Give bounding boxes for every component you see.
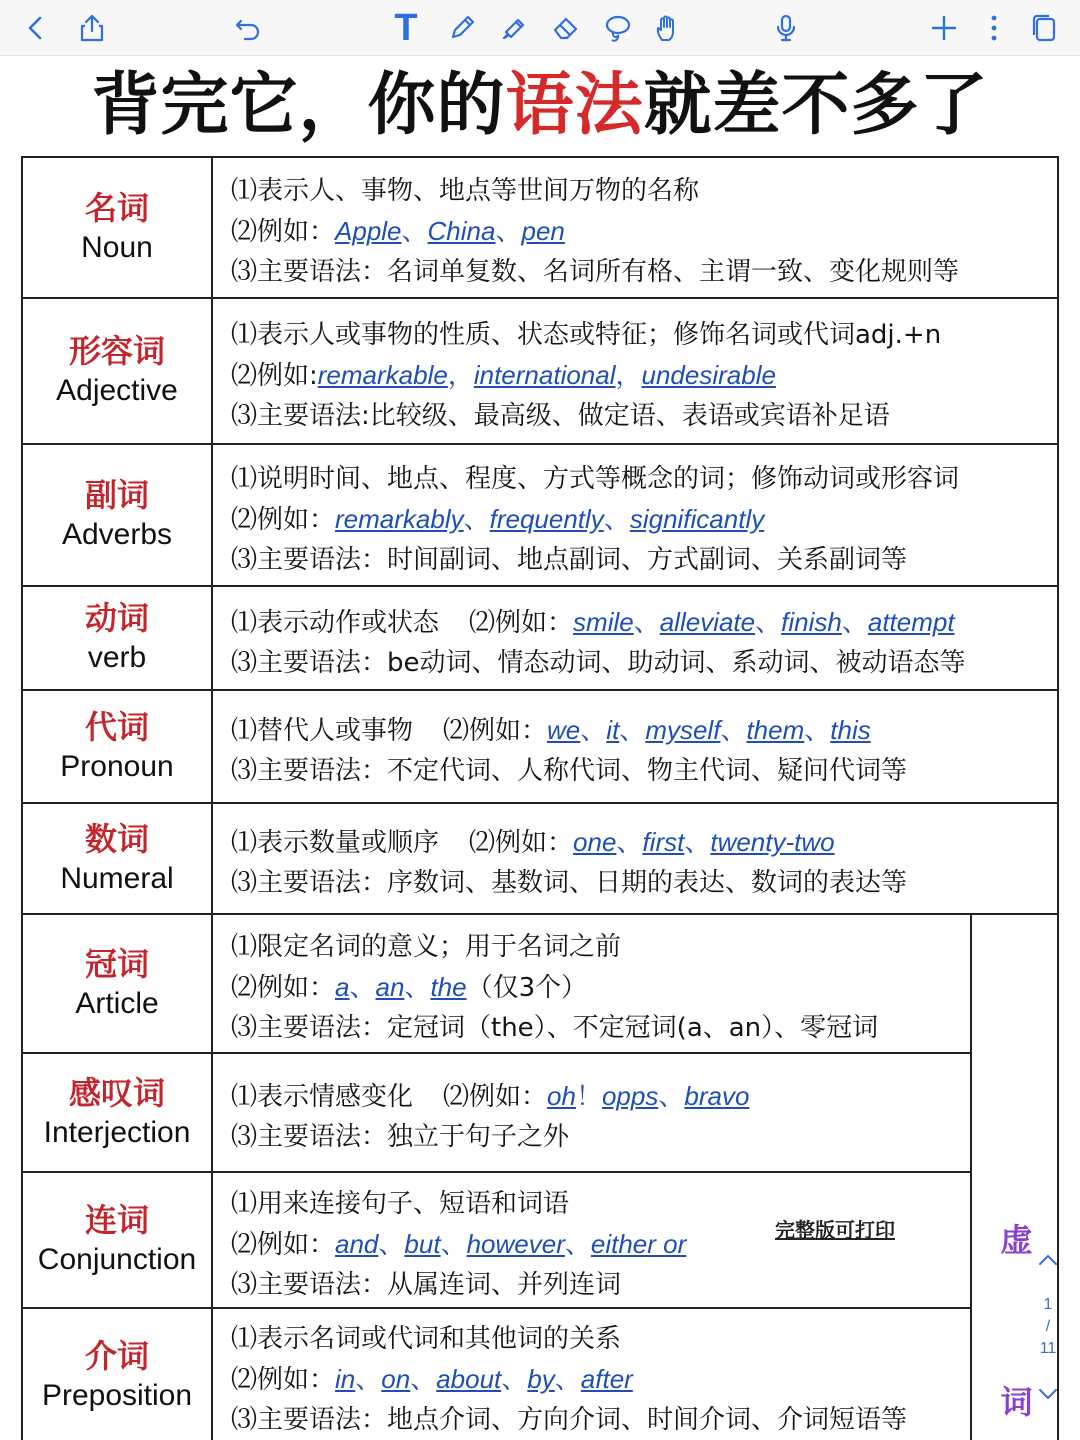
- description-cell: [213, 299, 1057, 443]
- example-word: international: [473, 359, 616, 390]
- table-row: [23, 691, 1057, 804]
- pages-icon[interactable]: [1022, 6, 1066, 50]
- top-toolbar: [0, 0, 1080, 56]
- word-class-cell: [23, 1309, 213, 1440]
- text-tool-icon[interactable]: [384, 6, 428, 50]
- line-text: ⑶主要语法：定冠词（the）、不定冠词(a、an）、零冠词: [231, 1013, 879, 1043]
- example-separator: ，: [615, 360, 642, 391]
- example-word: bravo: [684, 1081, 750, 1111]
- line-text: ⑴表示情感变化: [231, 1082, 414, 1112]
- line-text: ⑶主要语法：序数词、基数词、日期的表达、数词的表达等: [231, 868, 908, 898]
- line-text: ⑶主要语法：时间副词、地点副词、方式副词、关系副词等: [231, 544, 908, 575]
- example-separator: 、: [349, 973, 376, 1003]
- word-class-cell: [23, 299, 213, 443]
- word-class-cn: 介词: [84, 1336, 149, 1375]
- description-line: [231, 499, 1057, 540]
- example-word: one: [573, 827, 617, 857]
- example-word: about: [436, 1364, 502, 1394]
- line-text: ⑴表示数量或顺序: [231, 828, 440, 858]
- title-highlight: 语法: [505, 66, 644, 145]
- word-class-cn: 连词: [84, 1201, 149, 1239]
- line-text: ⑶主要语法：从属连词、并列连词: [231, 1269, 622, 1300]
- word-class-en: Preposition: [41, 1378, 193, 1412]
- description-line: [231, 967, 970, 1008]
- word-class-en: Article: [75, 986, 159, 1020]
- line-text: ⑶主要语法：独立于句子之外: [231, 1122, 570, 1152]
- example-word: opps: [601, 1081, 659, 1111]
- example-separator: 、: [355, 1365, 382, 1395]
- description-line: [231, 1359, 970, 1400]
- example-word: the: [430, 972, 467, 1002]
- example-separator: 、: [410, 1365, 437, 1395]
- description-cell: [213, 1054, 970, 1171]
- line-text: ⑴限定名词的意义；用于名词之前: [231, 932, 622, 962]
- line-text: ⑵例如：: [231, 504, 336, 535]
- description-cell: [213, 1309, 970, 1440]
- page-up-icon[interactable]: [1036, 1250, 1060, 1270]
- example-word: oh: [547, 1081, 576, 1111]
- description-cell: [213, 587, 1057, 689]
- word-class-cell: [23, 1173, 213, 1307]
- example-word: smile: [573, 606, 634, 637]
- description-line: [231, 643, 1057, 683]
- example-label: ⑵例如：: [469, 607, 574, 638]
- table-row: [23, 1054, 970, 1173]
- word-class-cn: 名词: [84, 188, 149, 227]
- word-class-cn: 形容词: [68, 332, 165, 370]
- description-line: [231, 1400, 970, 1440]
- example-word: frequently: [489, 503, 604, 534]
- example-word: pen: [521, 216, 565, 246]
- word-class-en: Adverbs: [61, 518, 173, 551]
- line-text: ⑵例如：: [231, 973, 336, 1003]
- line-text: ⑴表示人、事物、地点等世间万物的名称: [231, 176, 700, 206]
- description-line: [231, 863, 1057, 903]
- description-line: [231, 927, 970, 967]
- printable-stamp: 完整版可打印: [775, 1218, 895, 1242]
- line-text: ⑵例如：: [231, 217, 336, 247]
- description-line: [231, 1076, 970, 1117]
- example-separator: 、: [755, 607, 782, 638]
- word-class-cell: [23, 915, 213, 1052]
- example-word: a: [335, 972, 350, 1002]
- description-line: [231, 355, 1057, 396]
- microphone-icon[interactable]: [764, 6, 808, 50]
- example-separator: 、: [404, 973, 431, 1003]
- word-class-en: verb: [87, 641, 147, 674]
- example-separator: 、: [554, 1365, 581, 1395]
- line-text: ⑶主要语法：不定代词、人称代词、物主代词、疑问代词等: [231, 756, 908, 786]
- title-before: 背完它，你的: [91, 66, 506, 145]
- description-line: [231, 459, 1057, 499]
- example-word: significantly: [629, 503, 765, 534]
- word-class-en: Pronoun: [60, 749, 174, 783]
- description-line: [231, 1117, 970, 1157]
- table-row: [23, 299, 1057, 445]
- example-word: and: [335, 1228, 379, 1259]
- word-class-cn: 冠词: [84, 944, 149, 983]
- line-text: ⑴表示动作或状态: [231, 607, 440, 638]
- description-line: [231, 1319, 970, 1359]
- description-line: [231, 751, 1057, 791]
- example-word: either or: [590, 1228, 687, 1259]
- description-line: [231, 540, 1057, 580]
- example-word: after: [580, 1364, 633, 1394]
- example-separator: 、: [658, 1082, 685, 1112]
- undo-icon[interactable]: [226, 6, 270, 50]
- word-class-cn: 感叹词: [68, 1073, 165, 1112]
- example-separator: 、: [603, 504, 630, 535]
- table-row: [23, 445, 1057, 587]
- example-word: Apple: [335, 216, 402, 246]
- word-class-cn: 动词: [84, 599, 149, 637]
- example-separator: 、: [401, 217, 428, 247]
- example-word: first: [642, 827, 685, 857]
- description-cell: [213, 915, 970, 1052]
- word-class-en: Interjection: [43, 1115, 191, 1149]
- line-text: ⑵例如：: [231, 1365, 336, 1395]
- example-separator: 、: [564, 1229, 591, 1260]
- word-class-cell: [23, 1054, 213, 1171]
- page-title: [0, 58, 1080, 154]
- description-cell: [213, 691, 1057, 802]
- function-word-char-1: 虚: [1000, 1221, 1033, 1259]
- more-icon[interactable]: [972, 6, 1016, 50]
- word-class-cn: 数词: [84, 819, 149, 858]
- example-word: this: [830, 715, 871, 745]
- pen-tool-icon[interactable]: [440, 6, 484, 50]
- example-separator: 、: [616, 828, 643, 858]
- page-divider: /: [1045, 1318, 1051, 1335]
- word-class-en: Adjective: [56, 374, 178, 407]
- description-line: [231, 602, 1057, 643]
- line-text: ⑶主要语法：地点介词、方向介词、时间介词、介词短语等: [231, 1405, 908, 1435]
- example-separator: 、: [619, 716, 646, 746]
- word-class-en: Numeral: [60, 861, 174, 895]
- description-line: [231, 396, 1057, 436]
- table-row: [23, 804, 1057, 915]
- example-word: it: [606, 715, 620, 745]
- example-label: ⑵例如：: [469, 828, 574, 858]
- description-line: [231, 822, 1057, 863]
- description-line: [231, 1265, 970, 1305]
- page-down-icon[interactable]: [1036, 1384, 1060, 1404]
- line-text: ⑴用来连接句子、短语和词语: [231, 1188, 570, 1219]
- line-suffix: （仅3个）: [466, 973, 588, 1003]
- line-text: ⑴表示名词或代词和其他词的关系: [231, 1324, 622, 1354]
- line-text: ⑶主要语法：名词单复数、名词所有格、主谓一致、变化规则等: [231, 257, 960, 287]
- title-after: 就差不多了: [643, 66, 989, 145]
- hand-tool-icon[interactable]: [646, 6, 690, 50]
- description-line: [231, 1008, 970, 1048]
- line-text: ⑶主要语法：be动词、情态动词、助动词、系动词、被动语态等: [231, 647, 966, 678]
- description-cell: [213, 804, 1057, 913]
- highlighter-tool-icon[interactable]: [492, 6, 536, 50]
- example-separator: 、: [684, 828, 711, 858]
- page-indicator: [1030, 1250, 1066, 1410]
- back-icon[interactable]: [14, 6, 58, 50]
- example-word: by: [527, 1364, 555, 1394]
- add-icon[interactable]: [922, 6, 966, 50]
- table-row: [23, 587, 1057, 691]
- grammar-table: [21, 156, 1059, 1440]
- word-class-cn: 副词: [84, 476, 149, 514]
- function-word-char-2: 词: [1000, 1383, 1033, 1421]
- line-text: ⑵例如：: [231, 1229, 336, 1260]
- table-row: [23, 1309, 970, 1440]
- example-word: twenty-two: [710, 827, 835, 857]
- word-class-en: Conjunction: [37, 1243, 197, 1276]
- description-line: [231, 315, 1057, 355]
- word-class-cell: [23, 158, 213, 297]
- eraser-tool-icon[interactable]: [544, 6, 588, 50]
- example-separator: 、: [804, 716, 831, 746]
- example-word: in: [335, 1364, 356, 1394]
- example-separator: 、: [495, 217, 522, 247]
- word-class-cell: [23, 445, 213, 585]
- line-text: ⑴表示人或事物的性质、状态或特征；修饰名词或代词adj.+n: [231, 319, 942, 350]
- description-cell: [213, 158, 1057, 297]
- example-word: we: [547, 715, 581, 745]
- page-total: 11: [1039, 1340, 1057, 1357]
- example-word: on: [381, 1364, 411, 1394]
- example-word: finish: [781, 606, 842, 637]
- example-word: an: [375, 972, 405, 1002]
- share-icon[interactable]: [70, 6, 114, 50]
- example-separator: 、: [440, 1229, 467, 1260]
- table-row: [23, 915, 970, 1054]
- example-word: China: [427, 216, 496, 246]
- example-separator: 、: [633, 607, 660, 638]
- example-word: attempt: [867, 606, 955, 637]
- description-line: [231, 252, 1057, 292]
- example-word: undesirable: [641, 359, 776, 390]
- word-class-cn: 代词: [84, 707, 149, 746]
- word-class-cell: [23, 691, 213, 802]
- example-separator: 、: [580, 716, 607, 746]
- example-word: remarkably: [335, 503, 464, 534]
- example-separator: 、: [378, 1229, 405, 1260]
- example-label: ⑵例如：: [443, 1082, 548, 1112]
- description-cell: [213, 445, 1057, 585]
- example-word: but: [404, 1228, 441, 1259]
- example-separator: ！: [575, 1082, 602, 1112]
- example-separator: 、: [463, 504, 490, 535]
- example-word: however: [466, 1228, 565, 1259]
- example-separator: 、: [501, 1365, 528, 1395]
- line-text: ⑶主要语法:比较级、最高级、做定语、表语或宾语补足语: [231, 400, 890, 431]
- example-separator: ，: [447, 360, 474, 391]
- example-word: remarkable: [317, 359, 448, 390]
- lasso-tool-icon[interactable]: [596, 6, 640, 50]
- line-text: ⑵例如:: [231, 360, 318, 391]
- example-word: alleviate: [659, 606, 756, 637]
- word-class-cell: [23, 587, 213, 689]
- text-tool-glyph: T: [394, 7, 418, 49]
- table-row: [23, 158, 1057, 299]
- line-text: ⑴替代人或事物: [231, 716, 414, 746]
- example-word: them: [746, 715, 805, 745]
- description-line: [231, 710, 1057, 751]
- example-label: ⑵例如：: [443, 716, 548, 746]
- description-line: [231, 211, 1057, 252]
- description-line: [231, 171, 1057, 211]
- example-word: myself: [645, 715, 721, 745]
- word-class-cell: [23, 804, 213, 913]
- example-separator: 、: [720, 716, 747, 746]
- line-text: ⑴说明时间、地点、程度、方式等概念的词；修饰动词或形容词: [231, 463, 960, 494]
- example-separator: 、: [841, 607, 868, 638]
- page-current: 1: [1043, 1296, 1053, 1313]
- word-class-en: Noun: [81, 230, 153, 264]
